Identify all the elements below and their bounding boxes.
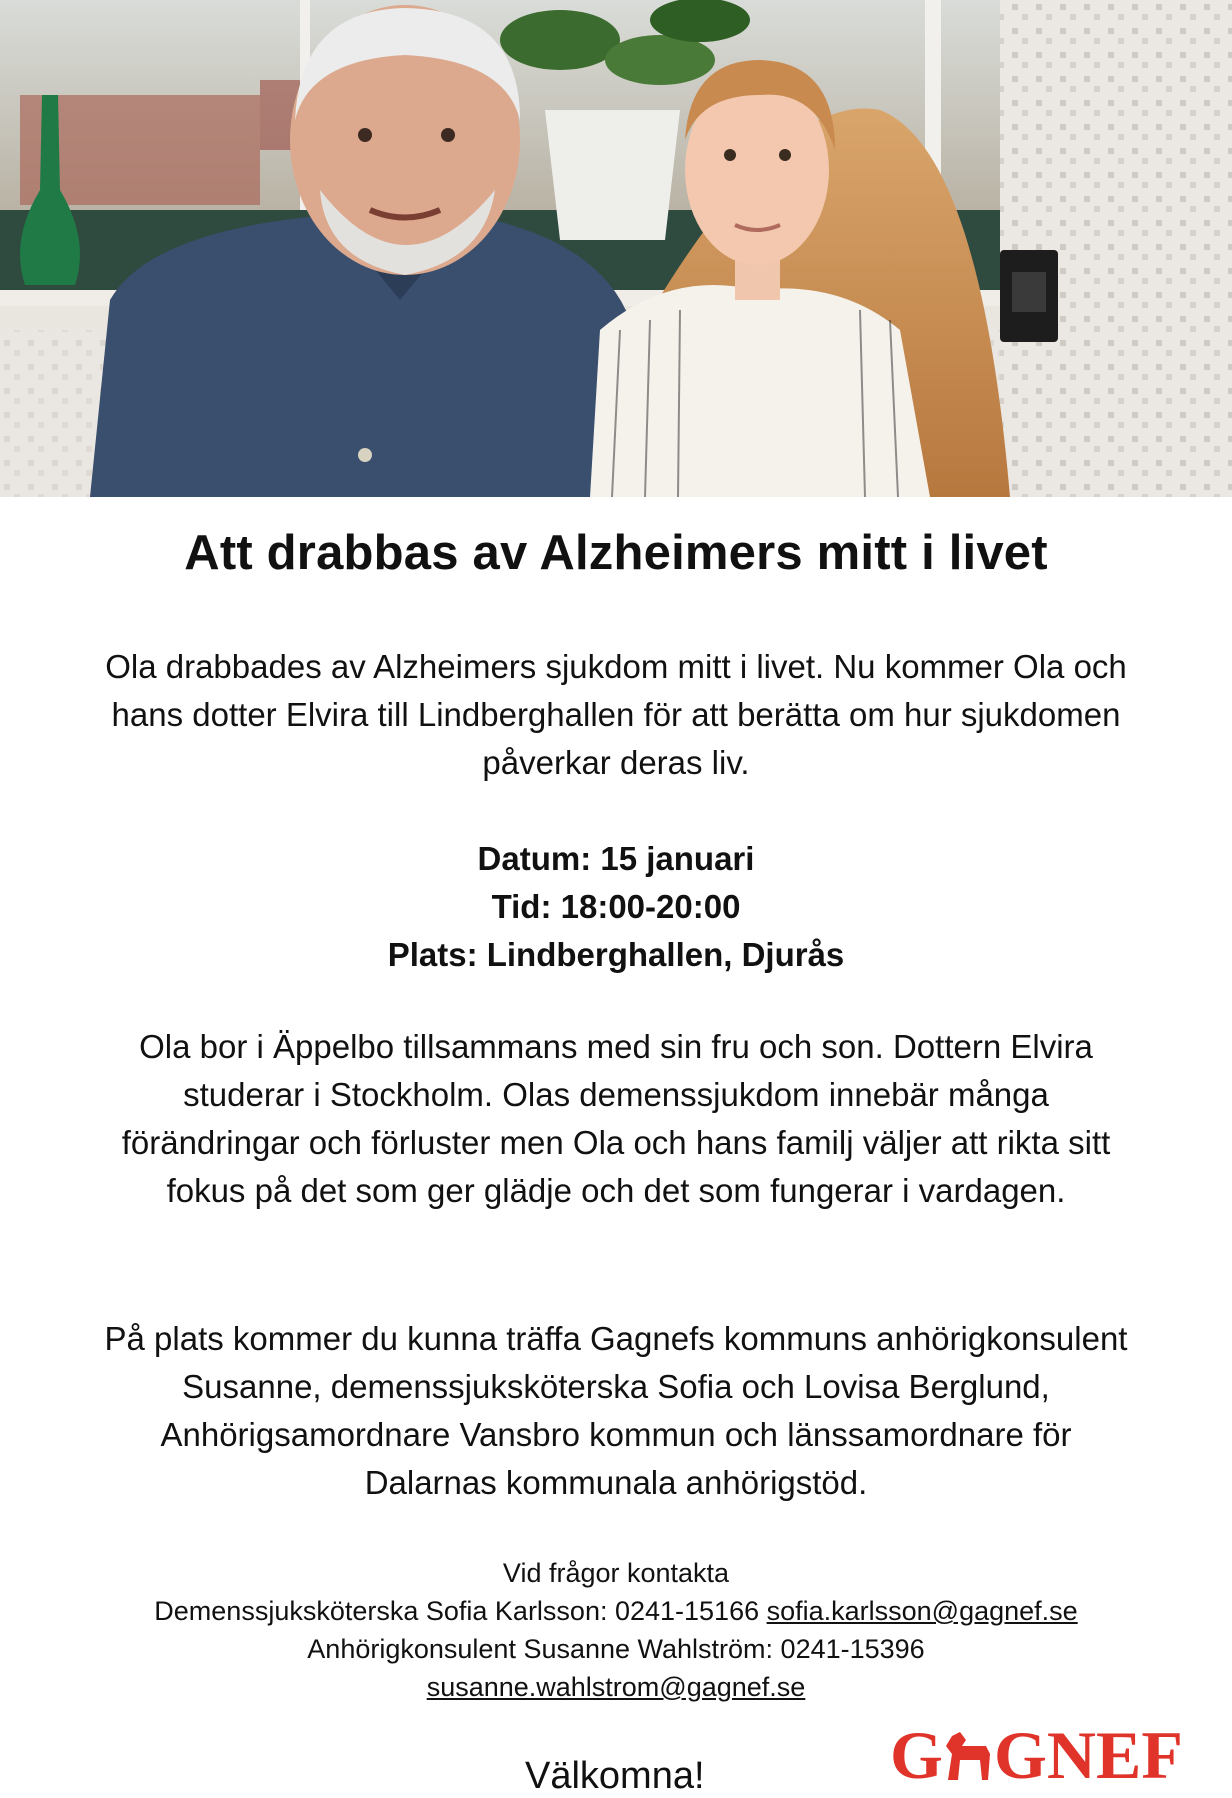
- contact-line-susanne: Anhörigkonsulent Susanne Wahlström: 0241-15396: [307, 1634, 925, 1664]
- logo-icon: [890, 1720, 1220, 1786]
- welcome-text: Välkomna!: [525, 1755, 705, 1797]
- event-details: [0, 835, 1232, 979]
- event-place: Plats: Lindberghallen, Djurås: [387, 936, 845, 973]
- email-link-susanne[interactable]: susanne.wahlstrom@gagnef.se: [426, 1672, 806, 1702]
- contact-line-susanne-email: [0, 1668, 1232, 1706]
- contact-line-sofia: [0, 1592, 1232, 1630]
- svg-text:G: G: [890, 1720, 943, 1786]
- header-photo: [0, 0, 1232, 497]
- contact-heading: Vid frågor kontakta: [502, 1558, 730, 1588]
- event-time: Tid: 18:00-20:00: [491, 888, 741, 925]
- svg-text:GNEF: GNEF: [994, 1720, 1183, 1786]
- meet-paragraph: På plats kommer du kunna träffa Gagnefs kommuns anhörigkonsulent Susanne, demenssjuksköterska Sofia och Lovisa Berglund, Anhörigsamordnare Vansbro kommun och länssamordnare för Dalarnas kommunala anhörigstöd.: [104, 1320, 1128, 1501]
- gagnef-logo: [890, 1720, 1220, 1786]
- contact-section: [0, 1554, 1232, 1706]
- background-paragraph: Ola bor i Äppelbo tillsammans med sin fru och son. Dottern Elvira studerar i Stockholm. Olas demenssjukdom innebär många förändringar och förluster men Ola och hans familj väljer att rikta sitt fokus på det som ger glädje och det som fungerar i vardagen.: [121, 1028, 1111, 1209]
- page-title: Att drabbas av Alzheimers mitt i livet: [184, 526, 1048, 580]
- contact-sofia-text: Demenssjuksköterska Sofia Karlsson: 0241-15166: [154, 1596, 767, 1626]
- photo-illustration: [0, 0, 1232, 497]
- intro-paragraph: Ola drabbades av Alzheimers sjukdom mitt i livet. Nu kommer Ola och hans dotter Elvira till Lindberghallen för att berätta om hur sjukdomen påverkar deras liv.: [105, 648, 1127, 781]
- event-date: Datum: 15 januari: [477, 840, 755, 877]
- email-link-sofia[interactable]: sofia.karlsson@gagnef.se: [766, 1596, 1078, 1626]
